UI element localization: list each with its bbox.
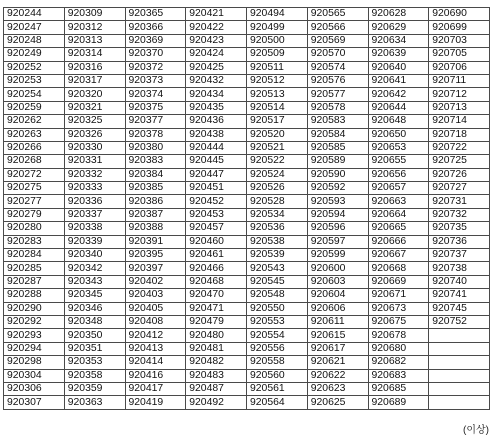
table-row [4,182,490,195]
table-row [4,342,490,355]
number-cell: 920348 [64,315,125,328]
number-cell: 920304 [4,369,65,382]
number-cell: 920520 [247,128,308,141]
number-cell: 920655 [368,155,429,168]
number-cell: 920263 [4,128,65,141]
number-cell: 920343 [64,275,125,288]
number-cell: 920402 [125,275,186,288]
number-cell: 920403 [125,289,186,302]
number-cell: 920556 [247,342,308,355]
empty-cell [429,369,490,382]
number-cell: 920460 [186,235,247,248]
empty-cell [429,356,490,369]
number-cell: 920339 [64,235,125,248]
table-row [4,329,490,342]
table-row [4,61,490,74]
number-cell: 920615 [307,329,368,342]
number-cell: 920417 [125,382,186,395]
table-row [4,302,490,315]
number-cell: 920330 [64,141,125,154]
number-cell: 920388 [125,222,186,235]
number-cell: 920690 [429,8,490,21]
number-cell: 920259 [4,101,65,114]
number-cell: 920545 [247,275,308,288]
number-cell: 920369 [125,34,186,47]
number-cell: 920370 [125,48,186,61]
number-cell: 920247 [4,21,65,34]
table-row [4,21,490,34]
number-cell: 920434 [186,88,247,101]
number-cell: 920560 [247,369,308,382]
number-cell: 920280 [4,222,65,235]
number-cell: 920325 [64,115,125,128]
number-cell: 920337 [64,208,125,221]
number-cell: 920290 [4,302,65,315]
table-row [4,356,490,369]
number-cell: 920395 [125,249,186,262]
number-cell: 920725 [429,155,490,168]
empty-cell [429,342,490,355]
number-cell: 920461 [186,249,247,262]
number-cell: 920494 [247,8,308,21]
number-cell: 920326 [64,128,125,141]
table-row [4,315,490,328]
table-row [4,208,490,221]
number-cell: 920425 [186,61,247,74]
number-cell: 920727 [429,182,490,195]
number-cell: 920663 [368,195,429,208]
number-cell: 920628 [368,8,429,21]
number-cell: 920483 [186,369,247,382]
table-row [4,8,490,21]
number-cell: 920414 [125,356,186,369]
number-cell: 920345 [64,289,125,302]
number-cell: 920452 [186,195,247,208]
number-cell: 920536 [247,222,308,235]
number-cell: 920512 [247,74,308,87]
number-cell: 920445 [186,155,247,168]
number-cell: 920365 [125,8,186,21]
number-cell: 920738 [429,262,490,275]
number-cell: 920447 [186,168,247,181]
number-cell: 920479 [186,315,247,328]
table-row [4,235,490,248]
number-cell: 920593 [307,195,368,208]
number-cell: 920413 [125,342,186,355]
number-cell: 920668 [368,262,429,275]
number-cell: 920492 [186,396,247,409]
number-cell: 920576 [307,74,368,87]
number-cell: 920599 [307,249,368,262]
number-cell: 920424 [186,48,247,61]
number-cell: 920735 [429,222,490,235]
number-cell: 920578 [307,101,368,114]
number-cell: 920383 [125,155,186,168]
number-cell: 920561 [247,382,308,395]
number-cell: 920481 [186,342,247,355]
number-cell: 920589 [307,155,368,168]
number-cell: 920553 [247,315,308,328]
number-cell: 920268 [4,155,65,168]
number-cell: 920249 [4,48,65,61]
number-cell: 920487 [186,382,247,395]
number-cell: 920745 [429,302,490,315]
number-cell: 920711 [429,74,490,87]
number-cell: 920350 [64,329,125,342]
number-cell: 920625 [307,396,368,409]
number-grid [3,7,490,410]
number-cell: 920577 [307,88,368,101]
number-cell: 920648 [368,115,429,128]
number-cell: 920558 [247,356,308,369]
number-cell: 920584 [307,128,368,141]
number-cell: 920316 [64,61,125,74]
number-cell: 920312 [64,21,125,34]
number-cell: 920722 [429,141,490,154]
number-cell: 920550 [247,302,308,315]
number-cell: 920682 [368,356,429,369]
number-cell: 920342 [64,262,125,275]
number-cell: 920629 [368,21,429,34]
number-cell: 920539 [247,249,308,262]
number-cell: 920438 [186,128,247,141]
number-cell: 920667 [368,249,429,262]
number-cell: 920372 [125,61,186,74]
number-cell: 920678 [368,329,429,342]
number-cell: 920248 [4,34,65,47]
number-cell: 920521 [247,141,308,154]
number-cell: 920387 [125,208,186,221]
number-cell: 920482 [186,356,247,369]
number-cell: 920253 [4,74,65,87]
number-cell: 920306 [4,382,65,395]
empty-cell [429,329,490,342]
number-cell: 920737 [429,249,490,262]
number-cell: 920634 [368,34,429,47]
end-note: (이상) [463,425,489,436]
number-cell: 920373 [125,74,186,87]
number-cell: 920384 [125,168,186,181]
number-cell: 920272 [4,168,65,181]
number-cell: 920444 [186,141,247,154]
number-cell: 920283 [4,235,65,248]
number-cell: 920566 [307,21,368,34]
number-cell: 920422 [186,21,247,34]
number-cell: 920375 [125,101,186,114]
number-cell: 920622 [307,369,368,382]
number-cell: 920574 [307,61,368,74]
number-cell: 920380 [125,141,186,154]
number-cell: 920262 [4,115,65,128]
number-cell: 920313 [64,34,125,47]
empty-cell [429,396,490,409]
table-row [4,34,490,47]
number-cell: 920386 [125,195,186,208]
number-cell: 920604 [307,289,368,302]
number-cell: 920675 [368,315,429,328]
number-cell: 920713 [429,101,490,114]
number-cell: 920423 [186,34,247,47]
number-cell: 920363 [64,396,125,409]
table-row [4,74,490,87]
number-cell: 920266 [4,141,65,154]
number-cell: 920320 [64,88,125,101]
number-cell: 920285 [4,262,65,275]
number-cell: 920374 [125,88,186,101]
number-cell: 920314 [64,48,125,61]
number-cell: 920275 [4,182,65,195]
number-cell: 920279 [4,208,65,221]
number-cell: 920244 [4,8,65,21]
number-cell: 920293 [4,329,65,342]
number-cell: 920294 [4,342,65,355]
number-cell: 920358 [64,369,125,382]
number-cell: 920611 [307,315,368,328]
number-cell: 920657 [368,182,429,195]
number-cell: 920671 [368,289,429,302]
number-cell: 920500 [247,34,308,47]
number-cell: 920673 [368,302,429,315]
number-cell: 920752 [429,315,490,328]
number-cell: 920435 [186,101,247,114]
number-cell: 920378 [125,128,186,141]
number-cell: 920528 [247,195,308,208]
number-cell: 920451 [186,182,247,195]
number-cell: 920416 [125,369,186,382]
number-cell: 920740 [429,275,490,288]
number-cell: 920534 [247,208,308,221]
number-cell: 920569 [307,34,368,47]
number-cell: 920683 [368,369,429,382]
number-cell: 920705 [429,48,490,61]
empty-cell [429,382,490,395]
number-cell: 920640 [368,61,429,74]
number-cell: 920736 [429,235,490,248]
number-cell: 920583 [307,115,368,128]
number-cell: 920385 [125,182,186,195]
table-row [4,48,490,61]
number-cell: 920623 [307,382,368,395]
number-cell: 920340 [64,249,125,262]
number-cell: 920653 [368,141,429,154]
number-cell: 920470 [186,289,247,302]
number-cell: 920600 [307,262,368,275]
number-cell: 920346 [64,302,125,315]
number-cell: 920664 [368,208,429,221]
number-cell: 920284 [4,249,65,262]
table-row [4,88,490,101]
number-cell: 920359 [64,382,125,395]
number-cell: 920436 [186,115,247,128]
number-cell: 920741 [429,289,490,302]
number-cell: 920570 [307,48,368,61]
number-cell: 920471 [186,302,247,315]
table-row [4,101,490,114]
number-cell: 920548 [247,289,308,302]
number-cell: 920517 [247,115,308,128]
number-cell: 920726 [429,168,490,181]
number-cell: 920526 [247,182,308,195]
number-cell: 920699 [429,21,490,34]
number-cell: 920606 [307,302,368,315]
number-cell: 920453 [186,208,247,221]
number-cell: 920332 [64,168,125,181]
number-cell: 920641 [368,74,429,87]
number-cell: 920621 [307,356,368,369]
number-cell: 920298 [4,356,65,369]
number-cell: 920307 [4,396,65,409]
table-row [4,115,490,128]
number-cell: 920457 [186,222,247,235]
number-cell: 920666 [368,235,429,248]
table-row [4,275,490,288]
number-cell: 920714 [429,115,490,128]
number-cell: 920656 [368,168,429,181]
number-cell: 920524 [247,168,308,181]
number-cell: 920685 [368,382,429,395]
number-cell: 920712 [429,88,490,101]
number-cell: 920419 [125,396,186,409]
number-cell: 920564 [247,396,308,409]
number-cell: 920522 [247,155,308,168]
number-cell: 920353 [64,356,125,369]
number-cell: 920317 [64,74,125,87]
number-cell: 920592 [307,182,368,195]
number-grid-body [4,8,490,410]
number-cell: 920292 [4,315,65,328]
number-cell: 920603 [307,275,368,288]
number-cell: 920468 [186,275,247,288]
number-cell: 920597 [307,235,368,248]
number-cell: 920703 [429,34,490,47]
table-row [4,168,490,181]
number-cell: 920288 [4,289,65,302]
number-cell: 920338 [64,222,125,235]
number-cell: 920277 [4,195,65,208]
table-row [4,396,490,409]
number-cell: 920639 [368,48,429,61]
number-cell: 920731 [429,195,490,208]
number-cell: 920499 [247,21,308,34]
table-row [4,222,490,235]
number-cell: 920680 [368,342,429,355]
number-cell: 920689 [368,396,429,409]
number-cell: 920405 [125,302,186,315]
number-cell: 920397 [125,262,186,275]
number-cell: 920543 [247,262,308,275]
number-cell: 920333 [64,182,125,195]
number-cell: 920412 [125,329,186,342]
number-cell: 920480 [186,329,247,342]
number-cell: 920538 [247,235,308,248]
table-row [4,155,490,168]
number-cell: 920509 [247,48,308,61]
number-cell: 920644 [368,101,429,114]
number-cell: 920408 [125,315,186,328]
table-row [4,382,490,395]
number-cell: 920513 [247,88,308,101]
table-row [4,289,490,302]
number-cell: 920391 [125,235,186,248]
number-cell: 920665 [368,222,429,235]
number-cell: 920554 [247,329,308,342]
number-cell: 920617 [307,342,368,355]
number-cell: 920366 [125,21,186,34]
number-cell: 920732 [429,208,490,221]
number-cell: 920336 [64,195,125,208]
number-cell: 920331 [64,155,125,168]
number-cell: 920718 [429,128,490,141]
table-row [4,262,490,275]
number-cell: 920642 [368,88,429,101]
number-cell: 920594 [307,208,368,221]
number-cell: 920351 [64,342,125,355]
table-row [4,195,490,208]
number-cell: 920706 [429,61,490,74]
table-row [4,249,490,262]
number-cell: 920309 [64,8,125,21]
number-cell: 920321 [64,101,125,114]
number-cell: 920421 [186,8,247,21]
number-cell: 920466 [186,262,247,275]
number-cell: 920596 [307,222,368,235]
number-cell: 920565 [307,8,368,21]
number-cell: 920590 [307,168,368,181]
number-cell: 920377 [125,115,186,128]
number-cell: 920511 [247,61,308,74]
number-cell: 920254 [4,88,65,101]
number-cell: 920669 [368,275,429,288]
number-cell: 920585 [307,141,368,154]
table-row [4,141,490,154]
table-row [4,128,490,141]
number-cell: 920514 [247,101,308,114]
number-cell: 920287 [4,275,65,288]
number-cell: 920252 [4,61,65,74]
number-cell: 920432 [186,74,247,87]
number-cell: 920650 [368,128,429,141]
table-row [4,369,490,382]
